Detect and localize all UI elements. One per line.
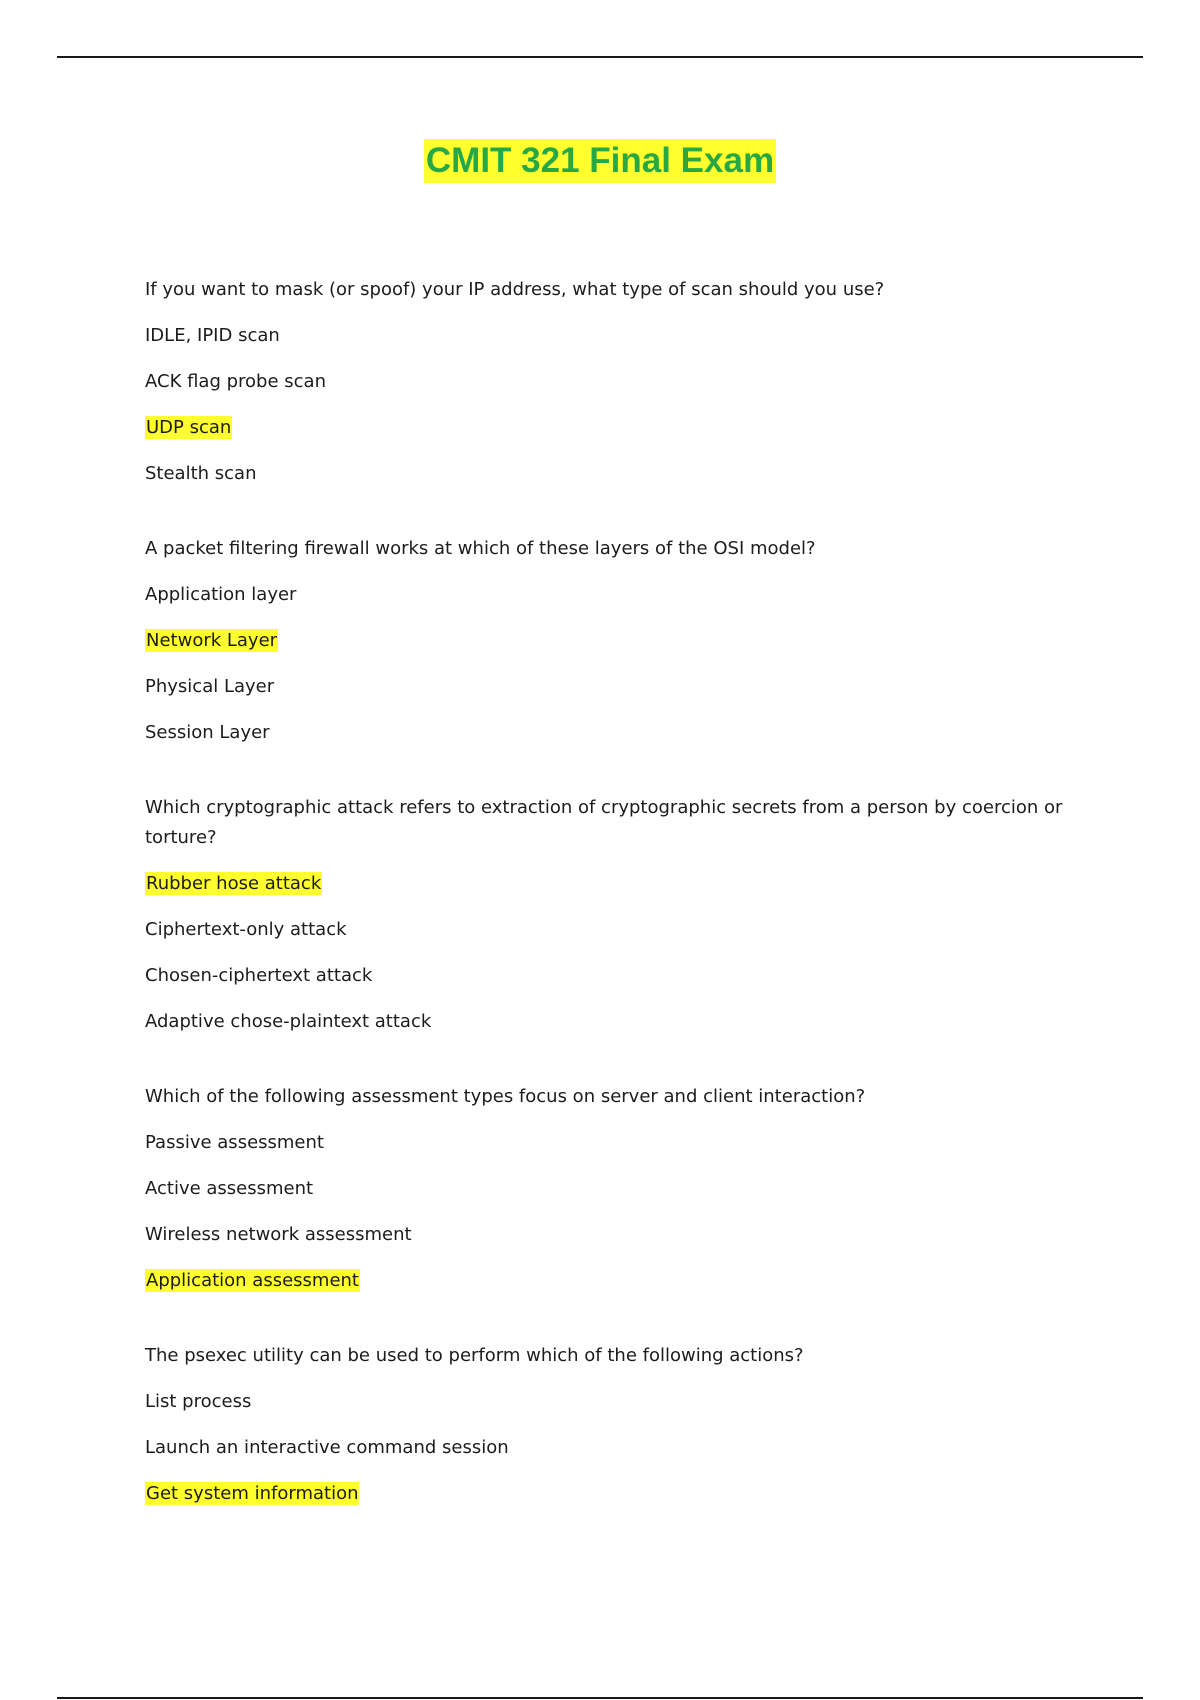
- answer-option-text: Ciphertext-only attack: [145, 919, 347, 940]
- answer-option: [145, 321, 1075, 351]
- document-title: CMIT 321 Final Exam: [424, 139, 776, 183]
- answer-option-highlighted: [145, 413, 1075, 443]
- answer-option-highlighted: [145, 626, 1075, 656]
- answer-option-text: Rubber hose attack: [146, 873, 322, 894]
- answer-option: [145, 1174, 1075, 1204]
- question-block: [145, 534, 1075, 748]
- title-container: [0, 139, 1200, 183]
- question-text: If you want to mask (or spoof) your IP address, what type of scan should you use?: [145, 279, 885, 300]
- answer-option-highlighted: [145, 1266, 1075, 1296]
- answer-option-highlighted: [145, 1479, 1075, 1509]
- answer-option: [145, 580, 1075, 610]
- answer-option: [145, 459, 1075, 489]
- header-rule: [57, 56, 1143, 58]
- question-text: A packet filtering firewall works at which of these layers of the OSI model?: [145, 538, 816, 559]
- answer-option-text: Launch an interactive command session: [145, 1437, 509, 1458]
- question-list: [145, 275, 1075, 1554]
- answer-option-text: Wireless network assessment: [145, 1224, 412, 1245]
- answer-option-text: Session Layer: [145, 722, 270, 743]
- answer-option: [145, 1007, 1075, 1037]
- answer-option-text: Application layer: [145, 584, 297, 605]
- answer-option-text: Network Layer: [146, 630, 278, 651]
- answer-option-text: Adaptive chose-plaintext attack: [145, 1011, 432, 1032]
- answer-option: [145, 672, 1075, 702]
- answer-option-text: Application assessment: [146, 1270, 359, 1291]
- answer-option: [145, 915, 1075, 945]
- answer-option: [145, 1433, 1075, 1463]
- question-text: Which of the following assessment types focus on server and client interaction?: [145, 1086, 866, 1107]
- question-block: [145, 275, 1075, 489]
- answer-option-text: Chosen-ciphertext attack: [145, 965, 373, 986]
- question-block: [145, 793, 1075, 1037]
- answer-option-text: ACK flag probe scan: [145, 371, 326, 392]
- answer-option: [145, 367, 1075, 397]
- question-text: The psexec utility can be used to perform which of the following actions?: [145, 1345, 804, 1366]
- answer-option: [145, 1387, 1075, 1417]
- answer-option-text: Active assessment: [145, 1178, 314, 1199]
- answer-option-text: UDP scan: [146, 417, 232, 438]
- answer-option-text: Get system information: [146, 1483, 359, 1504]
- question-block: [145, 1082, 1075, 1296]
- answer-option-text: Passive assessment: [145, 1132, 324, 1153]
- question-text: Which cryptographic attack refers to extraction of cryptographic secrets from a person by coercion or torture?: [145, 797, 1063, 848]
- answer-option: [145, 718, 1075, 748]
- answer-option: [145, 1128, 1075, 1158]
- answer-option-highlighted: [145, 869, 1075, 899]
- footer-rule: [57, 1697, 1143, 1699]
- answer-option: [145, 1220, 1075, 1250]
- answer-option-text: Stealth scan: [145, 463, 257, 484]
- question-block: [145, 1341, 1075, 1509]
- answer-option-text: List process: [145, 1391, 252, 1412]
- answer-option-text: Physical Layer: [145, 676, 275, 697]
- answer-option: [145, 961, 1075, 991]
- answer-option-text: IDLE, IPID scan: [145, 325, 280, 346]
